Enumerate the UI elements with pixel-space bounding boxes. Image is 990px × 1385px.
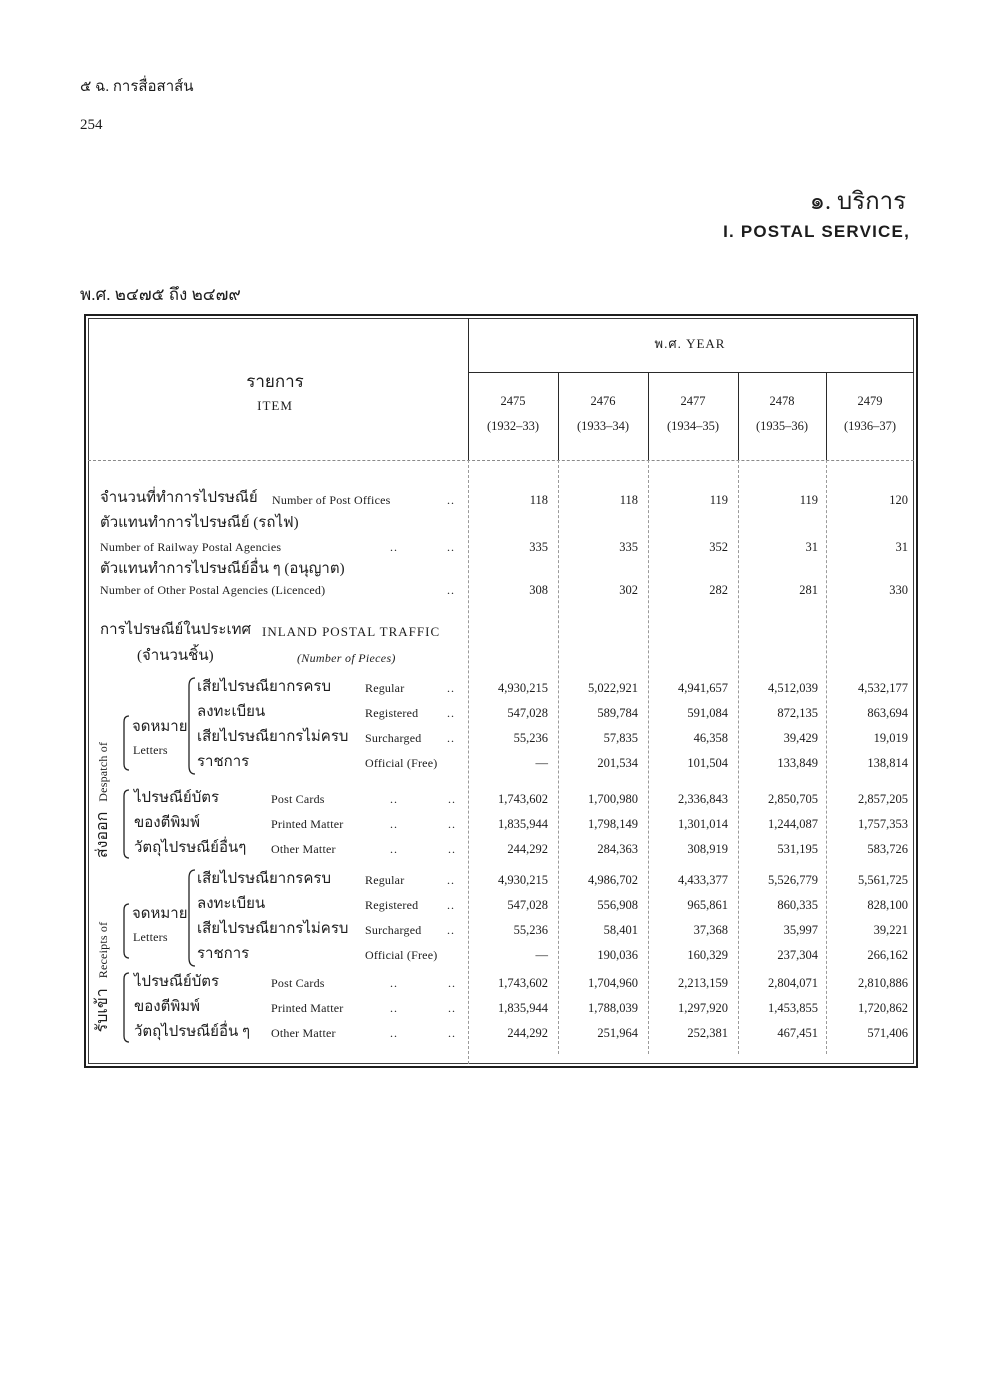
receipts-letters-thai: จดหมาย (132, 906, 188, 922)
value-cell: 138,814 (867, 756, 908, 770)
value-cell: 252,381 (687, 1026, 728, 1040)
despatch-row-label-thai: ราชการ (197, 754, 250, 770)
value-cell: 244,292 (507, 842, 548, 856)
value-cell: 281 (799, 583, 818, 597)
value-cell: 201,534 (597, 756, 638, 770)
receipts-row-label-english: Other Matter (271, 1026, 336, 1040)
value-cell: 284,363 (597, 842, 638, 856)
receipts-row-label-thai: ราชการ (197, 946, 250, 962)
item-heading-thai: รายการ (246, 372, 304, 391)
value-cell: 237,304 (777, 948, 818, 962)
value-cell: 2,213,159 (678, 976, 728, 990)
value-cell: 5,022,921 (588, 681, 638, 695)
dot-leader: .. (448, 1026, 456, 1040)
value-cell: — (535, 756, 548, 770)
value-cell: 58,401 (603, 923, 638, 937)
facility-label-english: Number of Railway Postal Agencies (100, 540, 282, 554)
value-cell: 1,743,602 (498, 976, 548, 990)
value-cell: 591,084 (687, 706, 728, 720)
receipts-row-label-thai: ลงทะเบียน (197, 896, 266, 912)
value-cell: 101,504 (687, 756, 728, 770)
dot-leader: .. (448, 842, 456, 856)
year-ce-label: (1936–37) (843, 419, 897, 433)
value-cell: 118 (529, 493, 548, 507)
value-cell: 35,997 (783, 923, 818, 937)
dot-leader: .. (390, 792, 398, 806)
value-cell: 2,850,705 (768, 792, 818, 806)
dot-leader: .. (447, 681, 455, 695)
receipts-row-label-thai: วัตถุไปรษณีย์อื่น ๆ (134, 1024, 251, 1040)
value-cell: 352 (709, 540, 728, 554)
value-cell: 4,433,377 (678, 873, 728, 887)
despatch-label-english: Despatch of (96, 741, 110, 802)
value-cell: 335 (619, 540, 638, 554)
dot-leader: .. (390, 842, 398, 856)
value-cell: 55,236 (513, 923, 548, 937)
value-cell: 160,329 (687, 948, 728, 962)
value-cell: 531,195 (777, 842, 818, 856)
value-cell: 2,857,205 (858, 792, 908, 806)
despatch-row-label-english: Regular (365, 681, 405, 695)
traffic-heading-thai: การไปรษณีย์ในประเทศ (100, 622, 252, 638)
value-cell: 39,221 (873, 923, 908, 937)
despatch-group-brace (124, 716, 129, 770)
value-cell: 1,704,960 (588, 976, 638, 990)
value-cell: 571,406 (867, 1026, 908, 1040)
value-cell: 1,301,014 (678, 817, 728, 831)
value-cell: 1,244,087 (768, 817, 818, 831)
value-cell: 31 (895, 540, 908, 554)
receipts-row-label-english: Official (Free) (365, 948, 438, 962)
value-cell: 1,798,149 (588, 817, 638, 831)
value-cell: 547,028 (507, 706, 548, 720)
unit-label-english: (Number of Pieces) (297, 651, 396, 665)
year-be-label: 2475 (500, 394, 526, 408)
value-cell: 556,908 (597, 898, 638, 912)
receipts-row-label-english: Post Cards (271, 976, 325, 990)
receipts-row-label-english: Surcharged (365, 923, 422, 937)
dot-leader: .. (448, 817, 456, 831)
value-cell: 251,964 (597, 1026, 638, 1040)
dot-leader: .. (447, 731, 455, 745)
dot-leader: .. (390, 1001, 398, 1015)
receipts-letters-brace (189, 870, 195, 966)
year-be-label: 2478 (769, 394, 795, 408)
dot-leader: .. (390, 817, 398, 831)
receipts-row-label-thai: เสียไปรษณียากรไม่ครบ (197, 921, 349, 937)
unit-label-thai: (จำนวนชิ้น) (137, 648, 214, 664)
section-reference: ๕ ฉ. การสื่อสาส์น (80, 79, 194, 95)
dot-leader: .. (390, 976, 398, 990)
despatch-row-label-thai: ลงทะเบียน (197, 704, 266, 720)
despatch-row-label-thai: ไปรษณีย์บัตร (134, 790, 220, 806)
value-cell: 266,162 (867, 948, 908, 962)
value-cell: 118 (619, 493, 638, 507)
value-cell: 1,453,855 (768, 1001, 818, 1015)
year-ce-label: (1934–35) (666, 419, 720, 433)
dot-leader: .. (448, 1001, 456, 1015)
value-cell: 133,849 (777, 756, 818, 770)
value-cell: 119 (799, 493, 818, 507)
value-cell: 1,835,944 (498, 1001, 548, 1015)
despatch-row-label-english: Other Matter (271, 842, 336, 856)
year-be-label: 2476 (590, 394, 616, 408)
page-number: 254 (80, 117, 103, 133)
despatch-row-label-english: Official (Free) (365, 756, 438, 770)
despatch-row-label-english: Registered (365, 706, 419, 720)
year-be-label: 2477 (680, 394, 706, 408)
value-cell: 302 (619, 583, 638, 597)
despatch-row-label-thai: ของตีพิมพ์ (134, 815, 200, 831)
value-cell: 55,236 (513, 731, 548, 745)
year-ce-label: (1935–36) (755, 419, 809, 433)
year-ce-label: (1933–34) (576, 419, 630, 433)
value-cell: 4,930,215 (498, 681, 548, 695)
despatch-row-label-english: Post Cards (271, 792, 325, 806)
facility-label-english: Number of Other Postal Agencies (Licenced) (100, 583, 326, 597)
receipts-items-brace (124, 973, 129, 1042)
receipts-label-english: Receipts of (96, 921, 110, 979)
item-heading-english: ITEM (257, 398, 293, 413)
value-cell: 1,835,944 (498, 817, 548, 831)
despatch-row-label-thai: เสียไปรษณียากรไม่ครบ (197, 729, 349, 745)
value-cell: 467,451 (777, 1026, 818, 1040)
receipts-row-label-thai: เสียไปรษณียากรครบ (197, 871, 331, 887)
receipts-row-label-english: Printed Matter (271, 1001, 344, 1015)
value-cell: 2,804,071 (768, 976, 818, 990)
value-cell: 583,726 (867, 842, 908, 856)
value-cell: 4,512,039 (768, 681, 818, 695)
despatch-letters-english: Letters (133, 743, 168, 757)
value-cell: 5,561,725 (858, 873, 908, 887)
facility-label-thai: จำนวนที่ทำการไปรษณีย์ (100, 490, 258, 506)
despatch-letters-brace (189, 678, 195, 774)
value-cell: 1,788,039 (588, 1001, 638, 1015)
value-cell: 308,919 (687, 842, 728, 856)
value-cell: 4,930,215 (498, 873, 548, 887)
year-ce-label: (1932–33) (486, 419, 540, 433)
value-cell: 1,757,353 (858, 817, 908, 831)
value-cell: 828,100 (867, 898, 908, 912)
value-cell: 965,861 (687, 898, 728, 912)
value-cell: 5,526,779 (768, 873, 818, 887)
receipts-group-brace (124, 904, 129, 958)
value-cell: 119 (709, 493, 728, 507)
traffic-heading-english: INLAND POSTAL TRAFFIC (262, 624, 441, 639)
value-cell: 335 (529, 540, 548, 554)
value-cell: 1,743,602 (498, 792, 548, 806)
facility-label-english: Number of Post Offices (272, 493, 391, 507)
receipts-row-label-thai: ของตีพิมพ์ (134, 999, 200, 1015)
value-cell: 190,036 (597, 948, 638, 962)
value-cell: 1,297,920 (678, 1001, 728, 1015)
despatch-items-brace (124, 790, 129, 858)
value-cell: 37,368 (693, 923, 728, 937)
receipts-letters-english: Letters (133, 930, 168, 944)
value-cell: 19,019 (873, 731, 908, 745)
despatch-letters-thai: จดหมาย (132, 719, 188, 735)
dot-leader: .. (447, 898, 455, 912)
year-heading: พ.ศ. YEAR (654, 336, 726, 351)
period-range: พ.ศ. ๒๔๗๕ ถึง ๒๔๗๙ (80, 285, 241, 304)
value-cell: 57,835 (603, 731, 638, 745)
value-cell: 4,986,702 (588, 873, 638, 887)
value-cell: 308 (529, 583, 548, 597)
despatch-label-thai: ส่งออก (94, 811, 111, 859)
value-cell: 330 (889, 583, 908, 597)
facility-label-thai: ตัวแทนทำการไปรษณีย์อื่น ๆ (อนุญาต) (100, 561, 345, 577)
despatch-row-label-english: Surcharged (365, 731, 422, 745)
despatch-row-label-thai: เสียไปรษณียากรครบ (197, 679, 331, 695)
value-cell: 282 (709, 583, 728, 597)
dot-leader: .. (390, 1026, 398, 1040)
dot-leader: .. (447, 706, 455, 720)
value-cell: 2,336,843 (678, 792, 728, 806)
dot-leader: .. (448, 792, 456, 806)
value-cell: 1,700,980 (588, 792, 638, 806)
despatch-row-label-thai: วัตถุไปรษณีย์อื่นๆ (134, 840, 247, 856)
receipts-label-thai: รับเข้า (94, 988, 111, 1033)
despatch-row-label-english: Printed Matter (271, 817, 344, 831)
value-cell: 244,292 (507, 1026, 548, 1040)
dot-leader: .. (447, 493, 455, 507)
dot-leader: .. (447, 873, 455, 887)
value-cell: 872,135 (777, 706, 818, 720)
receipts-row-label-english: Regular (365, 873, 405, 887)
value-cell: 120 (889, 493, 908, 507)
value-cell: 4,532,177 (858, 681, 908, 695)
year-be-label: 2479 (857, 394, 883, 408)
value-cell: 863,694 (867, 706, 908, 720)
value-cell: 46,358 (693, 731, 728, 745)
value-cell: — (535, 948, 548, 962)
facility-label-thai: ตัวแทนทำการไปรษณีย์ (รถไฟ) (100, 515, 299, 531)
section-title-thai: ๑. บริการ (809, 189, 906, 215)
value-cell: 547,028 (507, 898, 548, 912)
value-cell: 39,429 (783, 731, 818, 745)
value-cell: 31 (805, 540, 818, 554)
dot-leader: .. (390, 540, 398, 554)
value-cell: 2,810,886 (858, 976, 908, 990)
value-cell: 4,941,657 (678, 681, 728, 695)
dot-leader: .. (447, 583, 455, 597)
value-cell: 589,784 (597, 706, 638, 720)
value-cell: 860,335 (777, 898, 818, 912)
dot-leader: .. (448, 976, 456, 990)
dot-leader: .. (447, 540, 455, 554)
receipts-row-label-english: Registered (365, 898, 419, 912)
dot-leader: .. (447, 923, 455, 937)
receipts-row-label-thai: ไปรษณีย์บัตร (134, 974, 220, 990)
section-title-english: I. POSTAL SERVICE, (723, 222, 910, 241)
value-cell: 1,720,862 (858, 1001, 908, 1015)
